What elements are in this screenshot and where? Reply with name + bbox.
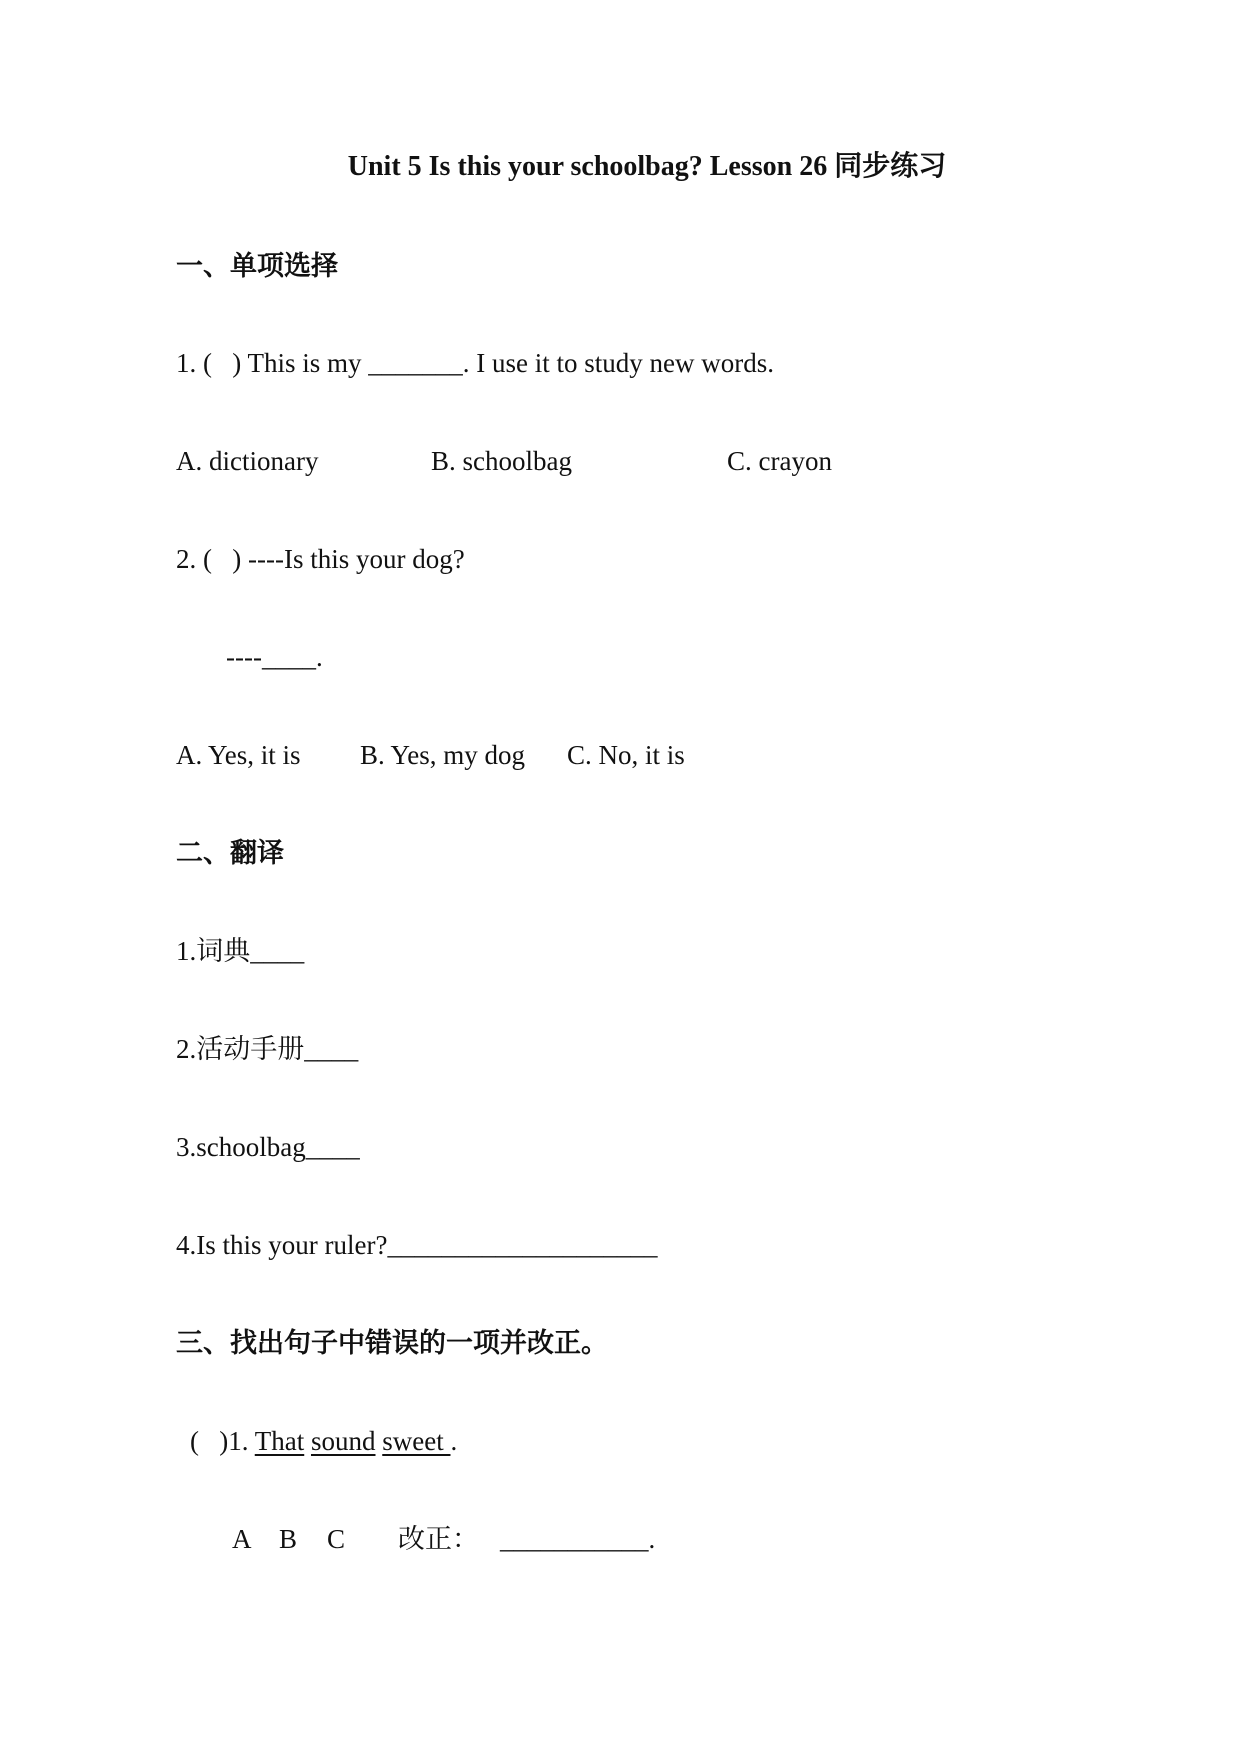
correction-blank: ___________.: [500, 1524, 656, 1554]
question-2-option-a: A. Yes, it is: [176, 740, 301, 770]
question-2-option-b: B. Yes, my dog: [360, 740, 526, 770]
question-1-option-b: B. schoolbag: [431, 446, 572, 476]
error-letter-c: C: [327, 1524, 346, 1554]
question-1-option-a: A. dictionary: [176, 446, 319, 476]
section-heading-2: 二、翻译: [176, 838, 284, 869]
error-sentence: [190, 1428, 457, 1455]
question-2-answer-line: ----____.: [226, 642, 323, 672]
question-1-option-c: C. crayon: [727, 446, 832, 476]
translation-item-4: 4.Is this your ruler?____________________: [176, 1230, 658, 1260]
translation-item-1: 1.词典____: [176, 936, 305, 966]
error-letter-b: B: [279, 1524, 298, 1554]
translation-item-2: 2.活动手册____: [176, 1034, 359, 1064]
error-sentence-end: .: [450, 1426, 458, 1456]
translation-item-3: 3.schoolbag____: [176, 1132, 360, 1162]
question-2-option-c: C. No, it is: [567, 740, 685, 770]
error-word-b: sound: [310, 1426, 376, 1456]
section-heading-3: 三、找出句子中错误的一项并改正。: [176, 1328, 608, 1359]
error-word-c: sweet: [382, 1426, 451, 1456]
section-heading-1: 一、单项选择: [176, 251, 338, 282]
error-word-a: That: [254, 1426, 305, 1456]
error-sentence-prefix: ( )1.: [190, 1426, 255, 1456]
question-1-stem: 1. ( ) This is my _______. I use it to study new words.: [176, 348, 774, 378]
correction-label: 改正：: [398, 1524, 479, 1554]
error-letter-a: A: [232, 1524, 252, 1554]
page-title: Unit 5 Is this your schoolbag? Lesson 26 同步练习: [347, 151, 947, 182]
question-2-stem: 2. ( ) ----Is this your dog?: [176, 544, 465, 574]
